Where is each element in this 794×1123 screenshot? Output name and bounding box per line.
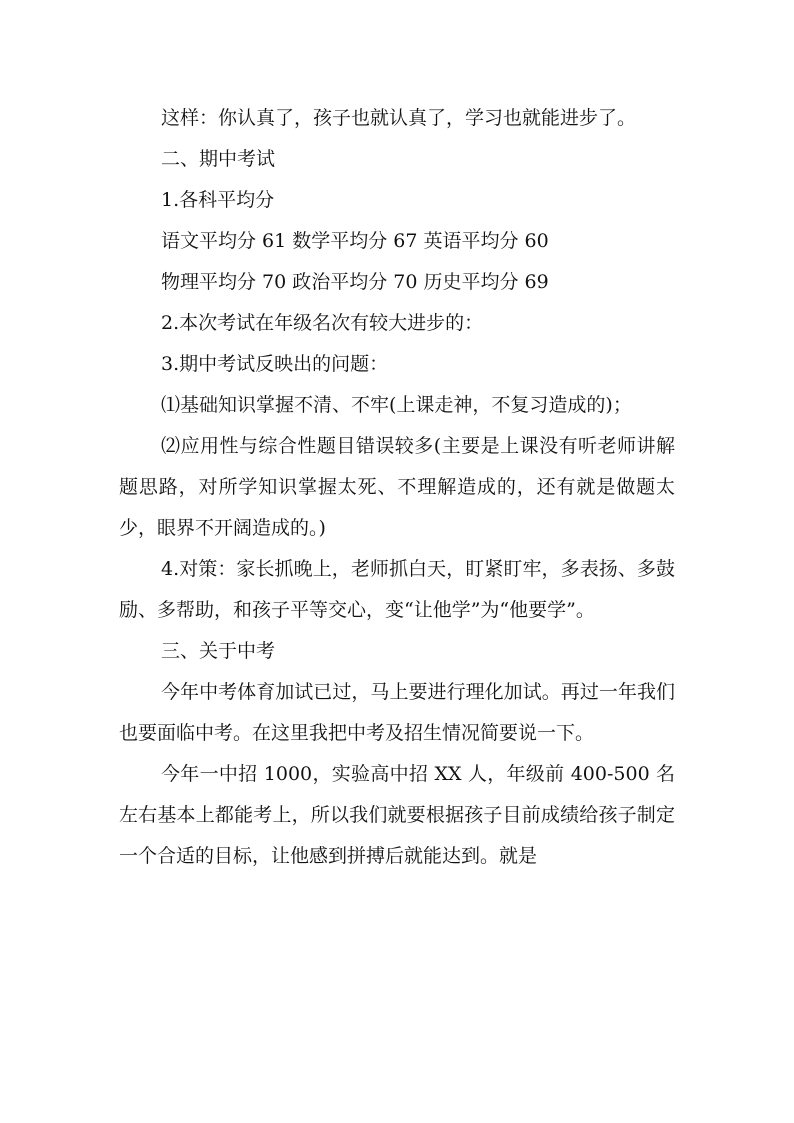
section-heading-midterm: 二、期中考试	[161, 148, 276, 170]
paragraph-intro-ending: 这样：你认真了，孩子也就认真了，学习也就能进步了。	[161, 107, 637, 129]
subheading-rank-progress: 2.本次考试在年级名次有较大进步的：	[161, 312, 484, 334]
problem-item-2: ⑵应用性与综合性题目错误较多(主要是上课没有听老师讲解题思路，对所学知识掌握太死、不理解造成的，还有就是做题太少，眼界不开阔造成的。)	[119, 435, 675, 539]
subheading-average-scores: 1.各科平均分	[161, 189, 275, 211]
countermeasures: 4.对策：家长抓晚上，老师抓白天，盯紧盯牢，多表扬、多鼓励、多帮助，和孩子平等交心，变“让他学”为“他要学”。	[119, 558, 675, 621]
scores-line-2: 物理平均分 70 政治平均分 70 历史平均分 69	[161, 271, 549, 293]
section-heading-high-school-exam: 三、关于中考	[161, 640, 276, 662]
paragraph-exam-intro: 今年中考体育加试已过，马上要进行理化加试。再过一年我们也要面临中考。在这里我把中考及招生情况简要说一下。	[119, 681, 675, 744]
problem-item-1: ⑴基础知识掌握不清、不牢(上课走神，不复习造成的)；	[161, 394, 632, 416]
paragraph-enrollment: 今年一中招 1000，实验高中招 XX 人，年级前 400-500 名左右基本上都能考上，所以我们就要根据孩子目前成绩给孩子制定一个合适的目标，让他感到拼搏后就能达到。就是	[119, 763, 675, 867]
scores-line-1: 语文平均分 61 数学平均分 67 英语平均分 60	[161, 230, 549, 252]
subheading-problems: 3.期中考试反映出的问题：	[161, 353, 389, 375]
document-body	[119, 98, 675, 877]
